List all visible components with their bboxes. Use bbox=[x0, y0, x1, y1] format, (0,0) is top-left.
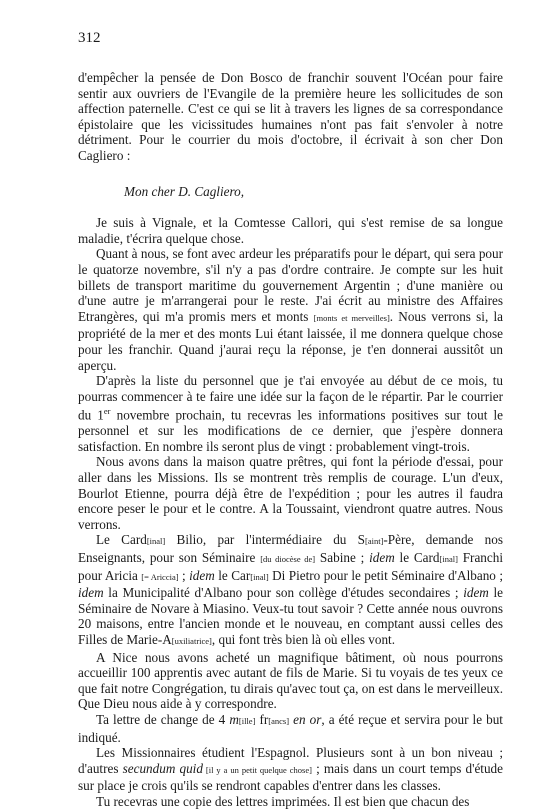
body-text bbox=[78, 70, 503, 810]
letter-paragraph-2 bbox=[78, 246, 503, 373]
editorial-note: [inal] bbox=[146, 536, 166, 547]
text-span: ; bbox=[178, 567, 190, 583]
text-span: -Père, demande nos Enseignants, pour son Séminaire bbox=[78, 532, 503, 566]
editorial-note: [aint] bbox=[364, 536, 384, 547]
text-span: . Nous verrons si, la propriété de la mer et des monts Lui étant laissée, il me donnera quelque chose pour les franchir. Quand j'aurai reçu la réponse, je t'en donnerai aussitôt un aperçu. bbox=[78, 308, 504, 373]
editorial-note: [monts et merveilles] bbox=[313, 312, 390, 323]
italic-word: idem bbox=[78, 585, 104, 601]
italic-word: en or bbox=[293, 711, 322, 727]
letter-paragraph-7 bbox=[78, 712, 503, 745]
letter-paragraph-4: Nous avons dans la maison quatre prêtres, qui font la période d'essai, pour aller dans les Missions. Ils se montrent très remplis de courage. L'un d'eux, Bourlot Etienne, pourra déjà être de l'expédition ; pour les autres il faudra encore peser le pour et le contre. A la Toussaint, viendront quatre autres. Nous verrons. bbox=[78, 454, 503, 532]
letter-paragraph-5 bbox=[78, 532, 503, 649]
text-span: Le Card bbox=[96, 532, 147, 548]
text-span: Quant à nous, se font avec ardeur les préparatifs pour le départ, qui sera pour le quatorze novembre, s'il n'y a pas d'ordre contraire. Je compte sur les huit billets de transport maritime du gouvernement Argentin ; d'une manière ou d'une autre je m'arrangerai pour le reste. J'ai écrit au ministre des Affaires Etrangères, qui m'a promis mers et monts bbox=[78, 246, 503, 324]
letter-paragraph-8 bbox=[78, 745, 503, 794]
editorial-note: [= Ariccia] bbox=[141, 571, 179, 582]
superscript: er bbox=[103, 406, 111, 417]
letter-paragraph-1: Je suis à Vignale, et la Comtesse Callori, qui s'est remise de sa longue maladie, t'écrira quelque chose. bbox=[78, 215, 503, 246]
letter-salutation: Mon cher D. Cagliero, bbox=[124, 183, 245, 199]
text-span: , a été reçue et servira pour le but indiqué. bbox=[78, 711, 503, 745]
text-span: Di Pietro pour le petit Séminaire d'Albano ; bbox=[268, 567, 503, 583]
text-span: Sabine ; bbox=[315, 550, 370, 566]
text-span: ; mais dans un court temps d'étude sur place je crois qu'ils se rendront capables d'entrer dans les classes. bbox=[78, 760, 504, 794]
editorial-note: [du diocèse de] bbox=[260, 554, 316, 565]
text-span: la Municipalité d'Albano pour son collège d'études secondaires ; bbox=[103, 585, 464, 601]
letter-paragraph-3 bbox=[78, 373, 503, 454]
editorial-note: [inal] bbox=[250, 571, 269, 582]
intro-paragraph: d'empêcher la pensée de Don Bosco de franchir souvent l'Océan pour faire sentir aux ouvriers de l'Evangile de la première heure les sollicitudes de son affection paternelle. C'est ce qui se lit à travers les lignes de sa correspondance épistolaire que les vicissitudes humaines n'ont pas fait s'envoler à notre détriment. Pour le courrier du mois d'octobre, il écrivait à son cher Don Cagliero : bbox=[78, 70, 503, 163]
text-span: , qui font très bien là où elles vont. bbox=[211, 631, 396, 647]
page-number: 312 bbox=[78, 30, 101, 46]
editorial-note: [il y a un petit quelque chose] bbox=[202, 764, 312, 775]
italic-word: secundum quid bbox=[122, 760, 203, 776]
editorial-note: [ancs] bbox=[268, 715, 290, 726]
italic-word: idem bbox=[369, 550, 395, 566]
text-span: novembre prochain, tu recevras les informations positives sur tout le personnel et sur les modifications de ce dernier, que j'espère donnera satisfaction. En nombre ils seront plus de vingt : probablement vingt-trois. bbox=[78, 407, 503, 454]
text-span: Franchi pour Aricia bbox=[78, 550, 504, 583]
text-span: Ta lettre de change de 4 bbox=[96, 711, 230, 727]
italic-word: m bbox=[229, 711, 239, 727]
text-span: le Car bbox=[214, 567, 251, 583]
italic-word: idem bbox=[189, 567, 215, 583]
editorial-note: [uxiliatrice] bbox=[171, 635, 212, 646]
text-span: Bilio, par l'intermédiaire du S bbox=[165, 532, 365, 548]
editorial-note: [inal] bbox=[439, 554, 458, 565]
text-span: le Card bbox=[394, 550, 440, 566]
text-span: le Séminaire de Novare à Miasino. Veux-tu tout savoir ? Cette année nous ouvrons 20 maisons, entre l'ancien monde et le nouveau, en comptant aussi celles des Filles de Marie-A bbox=[78, 585, 503, 647]
text-span: D'après la liste du personnel que je t'ai envoyée au début de ce mois, tu pourras commencer à te faire une idée sur la façon de le répartir. Par le courrier du 1 bbox=[78, 373, 503, 423]
text-span: fr bbox=[255, 711, 269, 727]
letter-paragraph-9: Tu recevras une copie des lettres imprimées. Il est bien que chacun des bbox=[96, 793, 470, 809]
italic-word: idem bbox=[463, 585, 489, 601]
text-span: Les Missionnaires étudient l'Espagnol. Plusieurs sont à un bon niveau ; d'autres bbox=[78, 745, 503, 776]
editorial-note: [ille] bbox=[238, 715, 256, 726]
letter-paragraph-6: A Nice nous avons acheté un magnifique bâtiment, où nous pourrons accueillir 100 apprentis avec autant de fils de Marie. Si tu voyais de tes yeux ce que fait notre Congrégation, tu dirais qu'avec tout ça, on est dans le merveilleux. Que Dieu nous aide à y correspondre. bbox=[78, 649, 503, 712]
